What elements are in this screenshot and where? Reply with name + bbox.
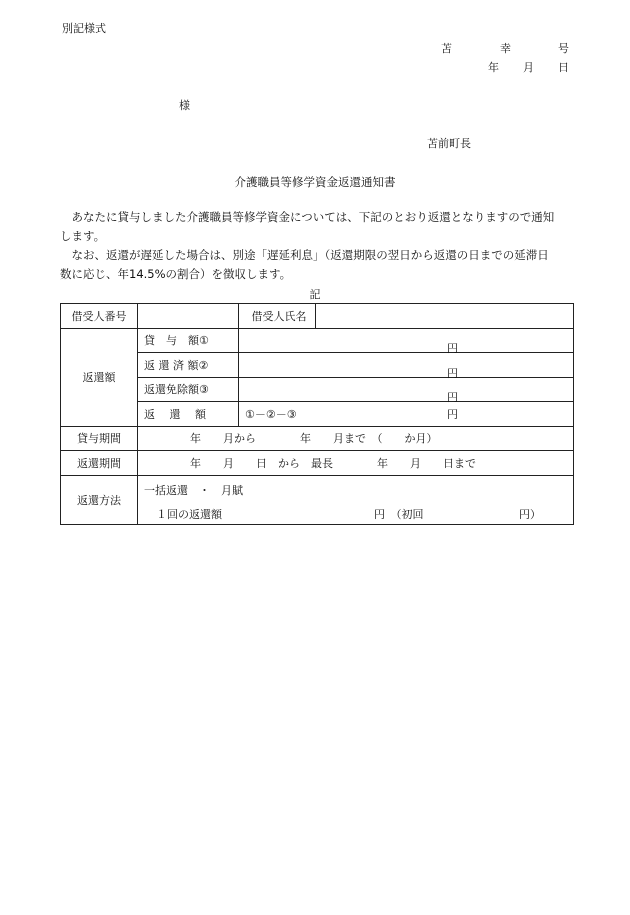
- para2-line1: なお、返還が遅延した場合は、別途「遅延利息」（返還期限の翌日から返還の日までの延滞日: [60, 248, 549, 262]
- row-value: [239, 353, 574, 378]
- details-table: [60, 303, 574, 525]
- borrower-no-label: 借受人番号: [61, 304, 138, 329]
- repay-period-value: 年 月 日 から 最長 年 月 日まで: [138, 451, 574, 476]
- repay-method-label: 返還方法: [61, 475, 138, 524]
- date-day: 日: [558, 61, 569, 74]
- row-value: [239, 402, 574, 427]
- repay-method-value: [138, 475, 574, 524]
- addressee: 様: [179, 99, 190, 112]
- body-text: [60, 208, 575, 284]
- row-label: 返還免除額③: [138, 377, 239, 402]
- doc-no-prefix: 苫: [441, 42, 452, 55]
- doc-no-suffix: 号: [558, 42, 569, 55]
- repay-period-row: [61, 451, 574, 476]
- para2-line2: 数に応じ、年14.5%の割合）を徴収します。: [60, 267, 292, 281]
- borrower-name-label: 借受人氏名: [239, 304, 316, 329]
- repay-row-3: [61, 377, 574, 402]
- repay-amount-label: 返還額: [61, 328, 138, 426]
- repay-method-row: [61, 475, 574, 524]
- loan-period-row: [61, 426, 574, 451]
- ki-marker: 記: [309, 288, 321, 301]
- row-label: 返 還 済 額②: [138, 353, 239, 378]
- doc-no-middle: 幸: [500, 42, 511, 55]
- issuer: 苫前町長: [427, 137, 471, 150]
- repay-period-label: 返還期間: [61, 451, 138, 476]
- installment-yen: 円 （初回: [374, 507, 424, 521]
- row-label: 返 還 額: [138, 402, 239, 427]
- yen-unit: 円: [447, 407, 458, 421]
- para1-line2: します。: [60, 229, 106, 243]
- form-label: 別記様式: [62, 22, 106, 35]
- date-year: 年: [488, 61, 499, 74]
- row-value: [239, 377, 574, 405]
- para1-line1: あなたに貸与しました介護職員等修学資金については、下記のとおり返還となりますので通知: [60, 210, 555, 224]
- borrower-row: [61, 304, 574, 329]
- yen-unit: 円: [447, 366, 458, 380]
- borrower-name-value: [316, 304, 574, 329]
- loan-period-label: 貸与期間: [61, 426, 138, 451]
- repay-row-1: [61, 328, 574, 353]
- repay-row-4: [61, 402, 574, 427]
- row-value: [239, 328, 574, 356]
- loan-period-value: 年 月から 年 月まで （ か月）: [138, 426, 574, 451]
- borrower-no-value: [138, 304, 239, 329]
- repay-formula: ①－②－③: [245, 407, 297, 421]
- date-month: 月: [523, 61, 534, 74]
- repay-method-options: 一括返還 ・ 月賦: [144, 483, 243, 497]
- row-label: 貸 与 額①: [138, 328, 239, 353]
- first-payment-yen: 円）: [519, 507, 541, 521]
- installment-amount-label: １回の返還額: [156, 507, 222, 521]
- repay-row-2: [61, 353, 574, 378]
- yen-unit: 円: [447, 391, 458, 405]
- document-title: 介護職員等修学資金返還通知書: [234, 175, 396, 189]
- yen-unit: 円: [447, 342, 458, 356]
